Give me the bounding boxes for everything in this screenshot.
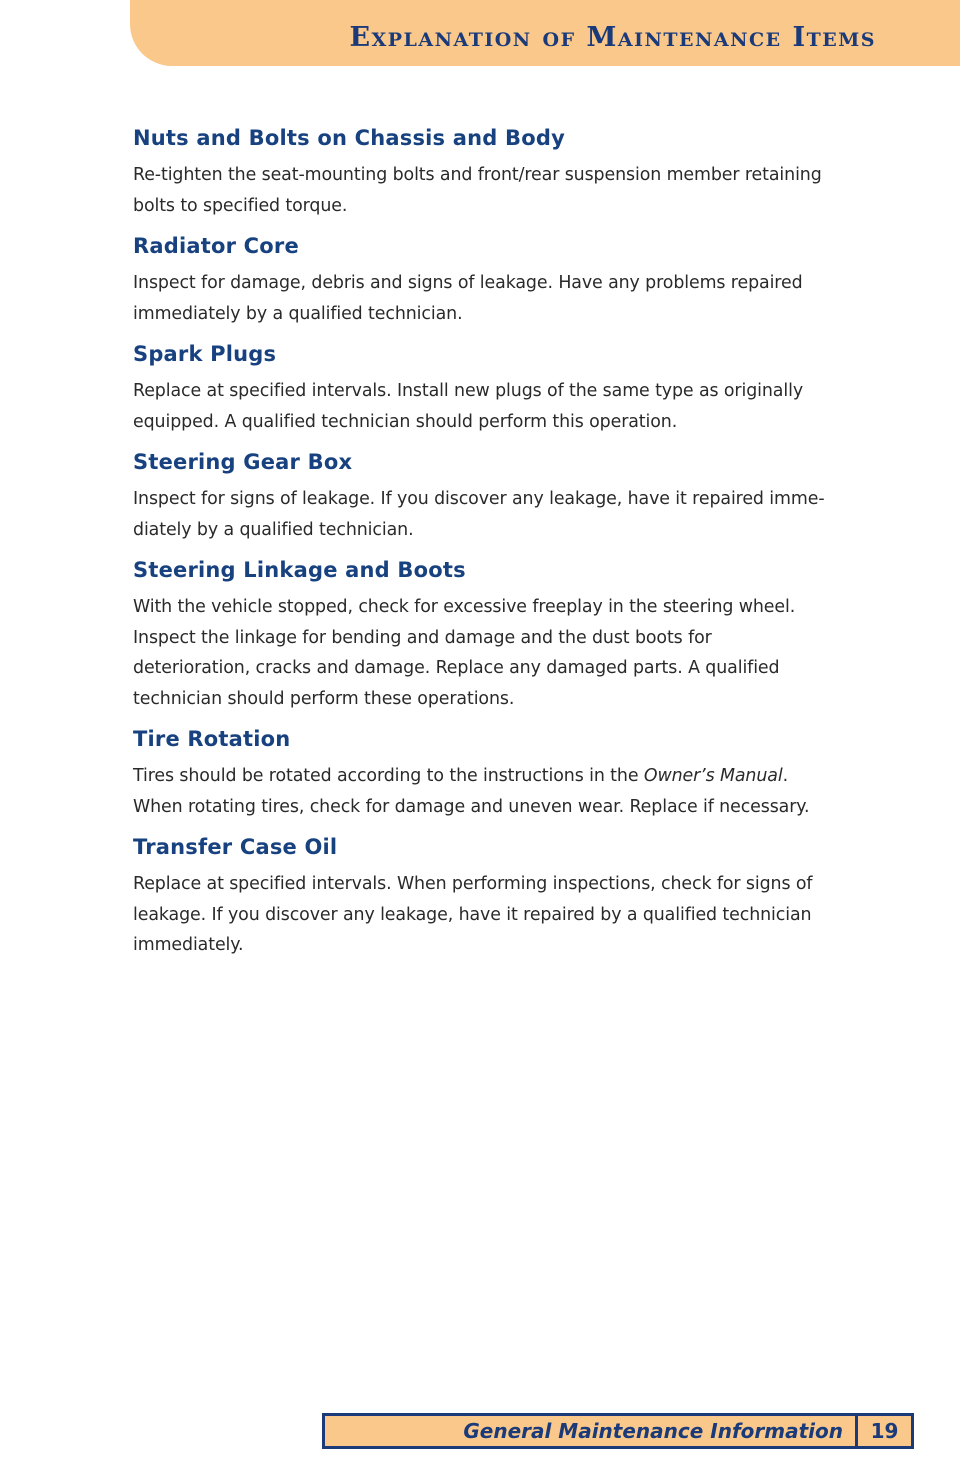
body-text-end: . When rotating tires, check for damage and uneven wear. Replace if necessary.: [133, 766, 810, 817]
footer-bar: [322, 1413, 914, 1449]
footer-section-label: General Maintenance Information: [463, 1419, 843, 1443]
section-heading: Steering Gear Box: [133, 450, 353, 474]
section-nuts-and-bolts: [133, 126, 833, 221]
section-body: Inspect for damage, debris and signs of leakage. Have any problems repaired immediately by a qualified technician.: [133, 273, 803, 324]
section-steering-linkage: [133, 558, 833, 714]
section-body: Replace at specified intervals. When performing inspections, check for signs of leakage. If you discover any leakage, have it repaired by a qualified technician immediately.: [133, 874, 813, 955]
section-heading: Nuts and Bolts on Chassis and Body: [133, 126, 565, 150]
main-content: [133, 126, 833, 974]
section-tire-rotation: [133, 727, 833, 822]
section-transfer-case-oil: [133, 835, 833, 961]
section-heading: Transfer Case Oil: [133, 835, 338, 859]
section-radiator-core: [133, 234, 833, 329]
section-body: Re-tighten the seat-mounting bolts and front/rear suspension member retaining bolts to specified torque.: [133, 165, 822, 216]
section-heading: Radiator Core: [133, 234, 299, 258]
header-band: [130, 0, 960, 66]
section-steering-gear-box: [133, 450, 833, 545]
section-heading: Tire Rotation: [133, 727, 291, 751]
section-spark-plugs: [133, 342, 833, 437]
section-body: [133, 761, 833, 822]
page-number: 19: [855, 1416, 911, 1446]
owners-manual-title: Owner’s Manual: [643, 766, 783, 786]
section-body: Inspect for signs of leakage. If you discover any leakage, have it repaired imme-diately by a qualified technician.: [133, 489, 825, 540]
body-text-start: Tires should be rotated according to the instructions in the: [133, 766, 644, 786]
section-heading: Spark Plugs: [133, 342, 277, 366]
section-body: With the vehicle stopped, check for excessive freeplay in the steering wheel. Inspect the linkage for bending and damage and the dust boots for deterioration, cracks and damage. Replace any damaged parts. A qualified technician should perform these operations.: [133, 597, 796, 709]
section-heading: Steering Linkage and Boots: [133, 558, 466, 582]
section-body: Replace at specified intervals. Install new plugs of the same type as originally equipped. A qualified technician should perform this operation.: [133, 381, 804, 432]
page-title: Explanation of Maintenance Items: [349, 22, 876, 53]
